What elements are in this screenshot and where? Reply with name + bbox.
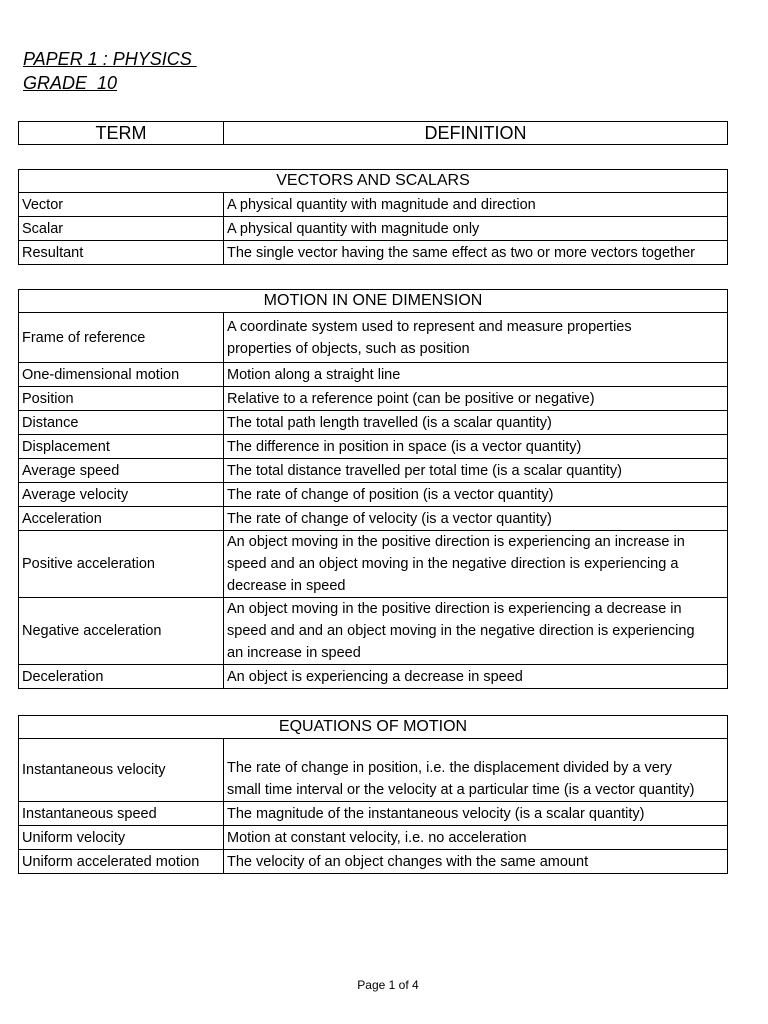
term-cell: Deceleration <box>19 665 224 689</box>
term-cell: Frame of reference <box>19 313 224 363</box>
term-cell: Uniform accelerated motion <box>19 850 224 874</box>
table-row <box>19 483 728 507</box>
term-cell: Instantaneous velocity <box>19 739 224 802</box>
definition-cell: Relative to a reference point (can be positive or negative) <box>224 387 728 411</box>
term-cell: Scalar <box>19 217 224 241</box>
table-row <box>19 850 728 874</box>
term-cell: Resultant <box>19 241 224 265</box>
term-cell: Distance <box>19 411 224 435</box>
table-row <box>19 459 728 483</box>
definition-cell: The single vector having the same effect as two or more vectors together <box>224 241 728 265</box>
definition-cell: An object moving in the positive direction is experiencing a decrease in speed and and an object moving in the negative direction is experiencing an increase in speed <box>224 598 728 665</box>
table-row <box>19 193 728 217</box>
definition-cell: The difference in position in space (is a vector quantity) <box>224 435 728 459</box>
table-row <box>19 598 728 665</box>
definition-cell: Motion along a straight line <box>224 363 728 387</box>
table-row <box>19 531 728 598</box>
table-row <box>19 387 728 411</box>
vectors-and-scalars-table <box>18 169 728 265</box>
term-column-header: TERM <box>19 122 224 145</box>
table-row <box>19 802 728 826</box>
definition-cell: The total distance travelled per total time (is a scalar quantity) <box>224 459 728 483</box>
term-cell: Negative acceleration <box>19 598 224 665</box>
equations-of-motion-table <box>18 715 728 874</box>
table-row <box>19 435 728 459</box>
section-title: VECTORS AND SCALARS <box>19 170 728 193</box>
table-row <box>19 739 728 802</box>
definition-cell: The magnitude of the instantaneous velocity (is a scalar quantity) <box>224 802 728 826</box>
term-cell: Positive acceleration <box>19 531 224 598</box>
section-title: EQUATIONS OF MOTION <box>19 716 728 739</box>
motion-in-one-dimension-table <box>18 289 728 689</box>
document-subtitle: GRADE 10 <box>23 73 118 93</box>
table-row <box>19 217 728 241</box>
definition-cell: A physical quantity with magnitude and direction <box>224 193 728 217</box>
definition-cell: An object moving in the positive direction is experiencing an increase in speed and an object moving in the negative direction is experiencing a decrease in speed <box>224 531 728 598</box>
term-cell: Displacement <box>19 435 224 459</box>
definition-cell: An object is experiencing a decrease in speed <box>224 665 728 689</box>
definition-cell: Motion at constant velocity, i.e. no acceleration <box>224 826 728 850</box>
term-cell: Acceleration <box>19 507 224 531</box>
section-title: MOTION IN ONE DIMENSION <box>19 290 728 313</box>
table-row <box>19 241 728 265</box>
term-cell: Average velocity <box>19 483 224 507</box>
term-cell: Position <box>19 387 224 411</box>
definition-cell: The total path length travelled (is a scalar quantity) <box>224 411 728 435</box>
term-cell: Average speed <box>19 459 224 483</box>
page-number: Page 1 of 4 <box>357 978 419 992</box>
table-row <box>19 313 728 363</box>
definition-cell: The rate of change of velocity (is a vector quantity) <box>224 507 728 531</box>
term-cell: Vector <box>19 193 224 217</box>
document-title: PAPER 1 : PHYSICS <box>23 49 197 69</box>
definition-cell: A coordinate system used to represent and measure properties properties of objects, such as position <box>224 313 728 363</box>
table-row <box>19 665 728 689</box>
term-cell: One-dimensional motion <box>19 363 224 387</box>
definition-cell: A physical quantity with magnitude only <box>224 217 728 241</box>
table-row <box>19 411 728 435</box>
term-cell: Uniform velocity <box>19 826 224 850</box>
term-cell: Instantaneous speed <box>19 802 224 826</box>
table-row <box>19 363 728 387</box>
definition-column-header: DEFINITION <box>224 122 728 145</box>
definition-cell: The rate of change of position (is a vector quantity) <box>224 483 728 507</box>
table-row <box>19 507 728 531</box>
definition-cell: The velocity of an object changes with the same amount <box>224 850 728 874</box>
column-header-table <box>18 121 728 145</box>
definition-cell: The rate of change in position, i.e. the displacement divided by a very small time interval or the velocity at a particular time (is a vector quantity) <box>224 739 728 802</box>
table-row <box>19 826 728 850</box>
